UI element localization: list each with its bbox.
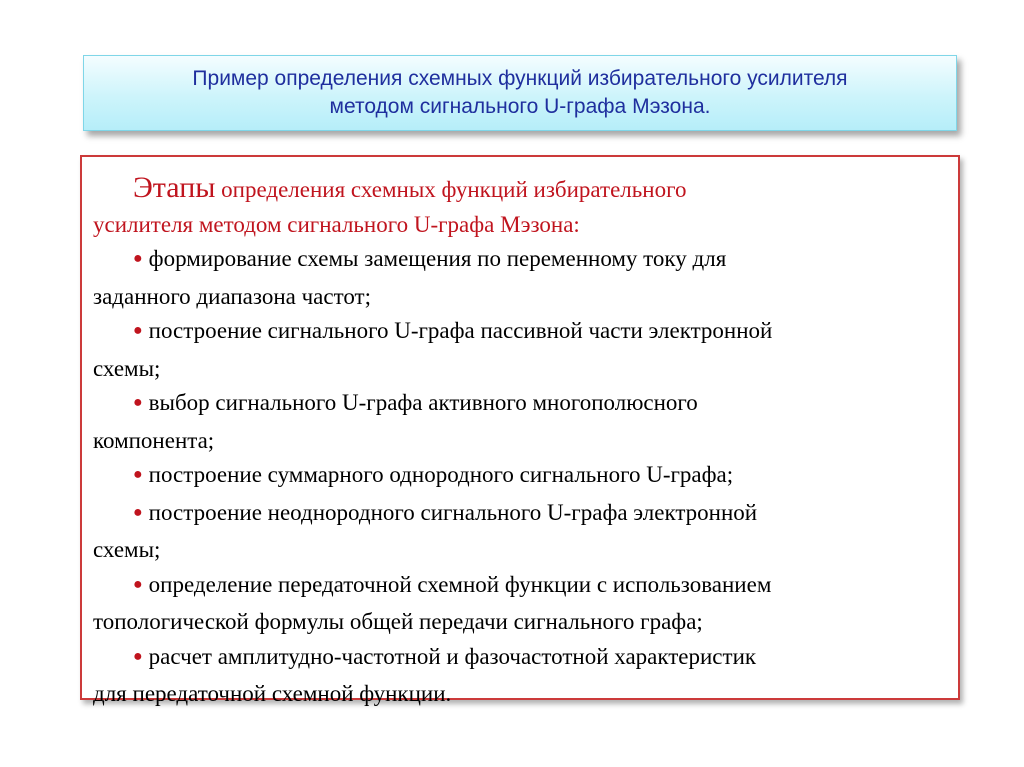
- heading-line-1: определения схемных функций избирательного: [215, 177, 687, 202]
- list-item-continuation: топологической формулы общей передачи сигнального графа;: [93, 609, 703, 634]
- list-item: [93, 640, 958, 712]
- bullet-icon: ●: [133, 575, 143, 593]
- list-item-first-line: построение сигнального U-графа пассивной части электронной: [148, 318, 773, 343]
- list-item-continuation: заданного диапазона частот;: [93, 283, 371, 309]
- list-item: [93, 496, 958, 568]
- list-item: [93, 386, 958, 458]
- bullet-icon: ●: [133, 503, 143, 521]
- list-item-continuation: схемы;: [93, 355, 161, 381]
- bullet-icon: ●: [133, 466, 143, 483]
- list-item: [93, 458, 958, 496]
- list-item-first-line: формирование схемы замещения по переменному току для: [148, 246, 727, 271]
- heading-line-2: усилителя методом сигнального U-графа Мэзона:: [93, 211, 580, 237]
- stages-heading: [93, 171, 958, 242]
- list-item-continuation: компонента;: [93, 427, 215, 453]
- list-item-continuation: для передаточной схемной функции.: [93, 681, 452, 706]
- bullet-icon: ●: [133, 322, 143, 339]
- list-item-first-line: построение неоднородного сигнального U-графа электронной: [148, 499, 758, 525]
- bullet-icon: ●: [133, 250, 143, 267]
- slide-title-box: [83, 55, 957, 131]
- list-item: [93, 242, 958, 314]
- list-item-first-line: построение суммарного однородного сигнального U-графа;: [148, 462, 734, 487]
- list-item: [93, 314, 958, 386]
- slide-title-line-1: Пример определения схемных функций избирательного усилителя: [192, 67, 848, 90]
- heading-lead-word: Этапы: [133, 171, 216, 204]
- list-item-continuation: схемы;: [93, 537, 161, 562]
- list-item-first-line: определение передаточной схемной функции с использованием: [148, 571, 772, 597]
- content-box: [80, 155, 960, 706]
- list-item-first-line: расчет амплитудно-частотной и фазочастотной характеристик: [148, 643, 757, 669]
- list-item-first-line: выбор сигнального U-графа активного многополюсного: [148, 390, 698, 415]
- bullet-icon: ●: [133, 647, 143, 665]
- bullet-icon: ●: [133, 394, 143, 411]
- slide-title-line-2: методом сигнального U-графа Мэзона.: [329, 95, 711, 118]
- list-item: [93, 568, 958, 640]
